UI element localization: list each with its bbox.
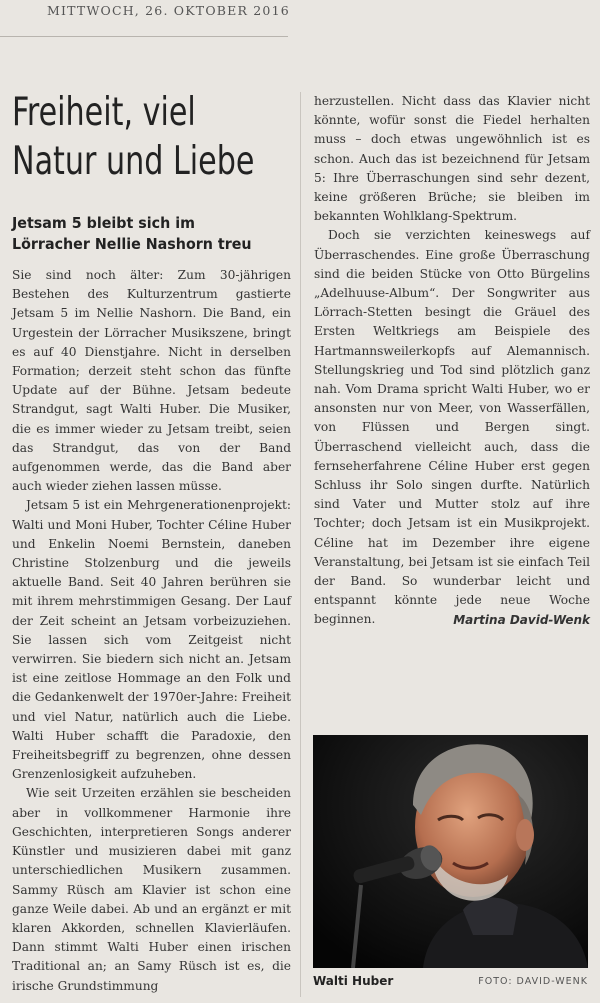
subhead-line-2: Lörracher Nellie Nashorn treu bbox=[12, 235, 252, 253]
subheadline bbox=[12, 213, 297, 255]
headline-line-1: Freiheit, viel bbox=[12, 90, 196, 135]
paragraph: Jetsam 5 ist ein Mehrgenerationenprojekt: Walti und Moni Huber, Tochter Céline Huber und Enkelin Noemi Bernstein, daneben Christine Stolzenburg und die jeweils aktuelle Band. Seit 40 Jahren berühren sie mit ihrem mehrstimmigen Gesang. Der Lauf der Zeit scheint an Jetsam vorbeizuziehen. Sie lassen sich vom Zeitgeist nicht verwirren. Sie biedern sich nicht an. Jetsam ist eine zeitlose Hommage an den Folk und die Gedankenwelt der 1970er-Jahre: Freiheit und viel Natur, natürlich auch die Liebe. Walti Huber schafft die Paradoxie, den Freiheitsbegriff zu begrenzen, ohne dessen Grenzenlosigkeit aufzuheben. bbox=[12, 498, 291, 782]
article-column-right bbox=[314, 92, 590, 630]
article-column-left bbox=[12, 266, 291, 996]
top-rule bbox=[0, 36, 288, 37]
paragraph: Wie seit Urzeiten erzählen sie bescheiden aber in vollkommener Harmonie ihre Geschichten, interpretieren Songs anderer Künstler und musizieren dabei mit ganz unterschiedlichen Musikern zusammen. Sammy Rüsch am Klavier ist schon eine ganze Weile dabei. Ab und an ergänzt er mit klaren Akkorden, schnellen Klavierläufen. Dann stimmt Walti Huber einen irischen Traditional an; an Samy Rüsch ist es, die irische Grundstimmung bbox=[12, 786, 291, 993]
subhead-line-1: Jetsam 5 bleibt sich im bbox=[12, 214, 195, 232]
author-byline: Martina David-Wenk bbox=[453, 612, 590, 627]
paragraph: herzustellen. Nicht dass das Klavier nicht könnte, wofür sonst die Fiedel herhalten muss – doch etwas ungewöhnlich ist es schon. Auch das ist bezeichnend für Jetsam 5: Ihre Überraschungen sind sehr dezent, keine größeren Brüche; sie bleiben im bekannten Wohlklang-Spektrum. bbox=[314, 94, 590, 224]
dateline: MITTWOCH, 26. OKTOBER 2016 bbox=[47, 3, 290, 18]
column-divider bbox=[300, 92, 301, 997]
photo-credit: FOTO: DAVID-WENK bbox=[478, 976, 588, 987]
paragraph: Sie sind noch älter: Zum 30-jährigen Bestehen des Kulturzentrum gastierte Jetsam 5 im Nellie Nashorn. Die Band, ein Urgestein der Lörracher Musikszene, bringt es auf 40 Dienstjahre. Nicht in derselben Formation; derzeit steht schon das fünfte Update auf der Bühne. Jetsam bedeute Strandgut, sagt Walti Huber. Die Musiker, die es immer wieder zu Jetsam treibt, seien das Strandgut, das von der Band aufgenommen werde, das die Band aber auch wieder ziehen lassen müsse. bbox=[12, 268, 291, 494]
photo-walti-huber bbox=[313, 735, 588, 968]
paragraph: Doch sie verzichten keineswegs auf Überraschendes. Eine große Überraschung sind die beiden Stücke von Otto Bürgelins „Adelhuuse-Album“. Der Songwriter aus Lörrach-Stetten besingt die Gräuel des Ersten Weltkriegs am Beispiele des Hartmannsweilerkopfs auf Alemannisch. Stellungskrieg und Tod sind plötzlich ganz nah. Vom Drama spricht Walti Huber, wo er ansonsten nur von Meer, von Wasserfällen, von Flüssen und Bergen singt. Überraschend vielleicht auch, dass die fernseherfahrene Céline Huber erst gegen Schluss ihr Solo singen durfte. Natürlich sind Vater und Mutter stolz auf ihre Tochter; doch Jetsam ist ein Musikprojekt. Céline hat im Dezember ihre eigene Veranstaltung, bei Jetsam ist sie einfach Teil der Band. So wunderbar leicht und entspannt könnte jede neue Woche beginnen. bbox=[314, 228, 590, 627]
headline-line-2: Natur und Liebe bbox=[12, 139, 255, 184]
headline bbox=[12, 88, 296, 186]
singer-photo-illustration bbox=[313, 735, 588, 968]
photo-caption: Walti Huber bbox=[313, 974, 394, 988]
